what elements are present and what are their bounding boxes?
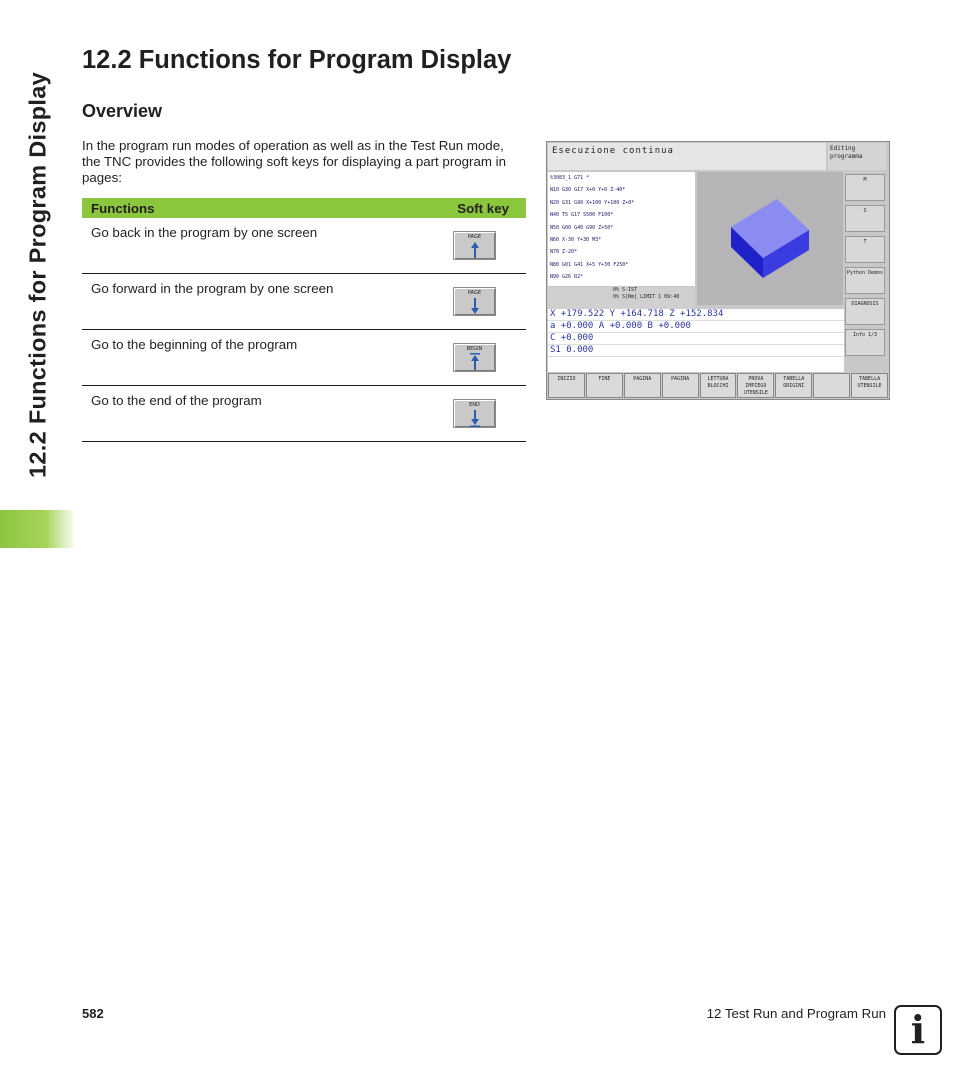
- page-up-softkey: PAGE: [453, 231, 496, 260]
- arrow-to-bottom-icon: [470, 409, 480, 427]
- end-softkey: END: [453, 399, 496, 428]
- chapter-tab-marker: [0, 510, 76, 548]
- function-description: Go forward in the program by one screen: [82, 274, 432, 330]
- subsection-heading: Overview: [82, 101, 163, 121]
- arrow-up-icon: [470, 241, 480, 259]
- function-description: Go to the beginning of the program: [82, 330, 432, 386]
- softkey-row: INIZIO FINE PAGINA PAGINA LETTURA BLOCCHI PROVA IMPIEGO UTENSILE TABELLA ORIGINI TABELLA UTENSILE: [548, 373, 888, 398]
- functions-table: [82, 198, 526, 442]
- table-row: [82, 274, 526, 330]
- status-panel: 0% S-IST 0% S[Nm] LIMIT 1 09:48: [548, 287, 695, 309]
- arrow-down-icon: [470, 297, 480, 315]
- table-header-row: [82, 198, 526, 218]
- mode2-label: Editing programma: [828, 143, 886, 170]
- mode-label: Esecuzione continua: [548, 143, 826, 170]
- program-listing: %3083_1 G71 * N10 G30 G17 X+0 Y+0 Z-40* N20 G31 G90 X+100 Y+100 Z+0* N40 T5 G17 S500 F100* N50 G00 G40 G90 Z+50* N60 X-30 Y+30 M3* N70 Z-20* N80 G01 G41 X+5 Y+30 F250* N90 G26 R2*: [548, 172, 695, 286]
- position-display: X +179.522 Y +164.718 Z +152.834 a +0.000 A +0.000 B +0.000 C +0.000 S1 0.000: [548, 309, 844, 372]
- page-down-softkey: PAGE: [453, 287, 496, 316]
- arrow-to-top-icon: [470, 353, 480, 371]
- section-heading: 12.2 Functions for Program Display: [82, 46, 512, 74]
- sidebar-chapter-title: 12.2 Functions for Program Display: [24, 72, 51, 478]
- functions-header: Functions: [82, 198, 432, 218]
- intro-paragraph: In the program run modes of operation as well as in the Test Run mode, the TNC provides the following soft keys for displaying a part program in pages:: [82, 138, 506, 185]
- tnc-screenshot: [546, 141, 890, 400]
- table-row: [82, 218, 526, 274]
- info-icon: i: [894, 1005, 942, 1055]
- table-row: [82, 330, 526, 386]
- workpiece-graphic: [697, 172, 843, 305]
- chapter-footer: 12 Test Run and Program Run: [706, 1006, 886, 1021]
- page-number: 582: [82, 1006, 104, 1021]
- side-softkeys: M S T Python Demos DIAGNOSIS Info 1/3: [845, 172, 887, 372]
- function-description: Go to the end of the program: [82, 386, 432, 442]
- table-row: [82, 386, 526, 442]
- begin-softkey: BEGIN: [453, 343, 496, 372]
- softkey-header: Soft key: [432, 198, 526, 218]
- function-description: Go back in the program by one screen: [82, 218, 432, 274]
- workpiece-block-icon: [697, 172, 843, 305]
